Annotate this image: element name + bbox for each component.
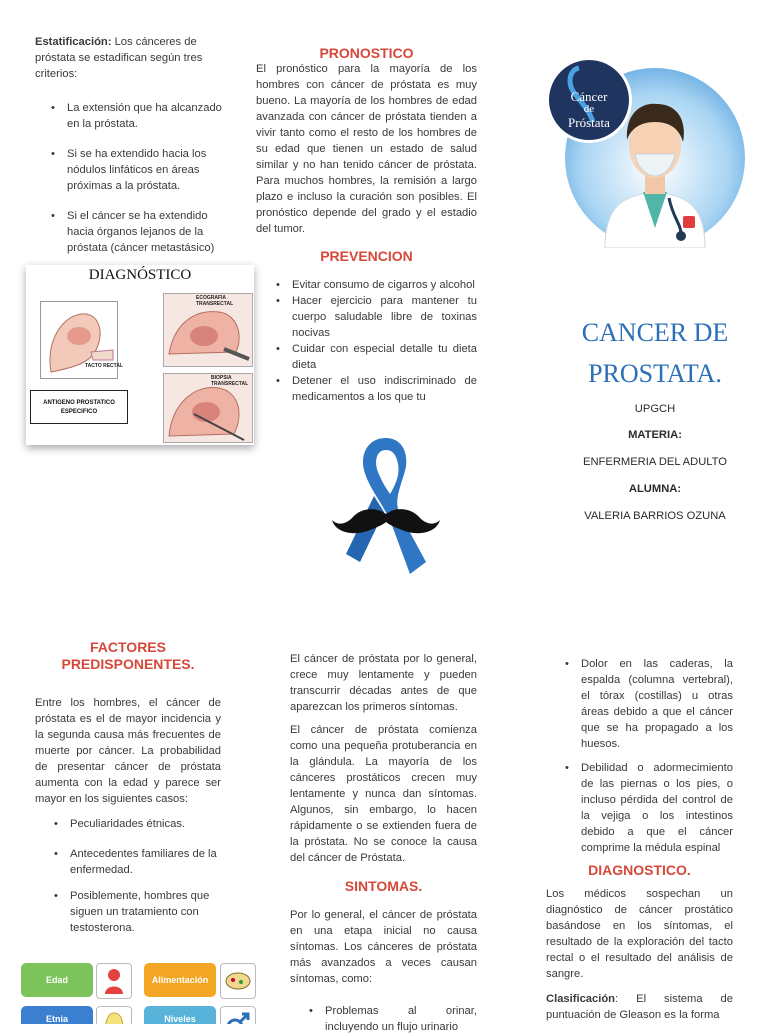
diagnostic-figure (26, 265, 254, 445)
list-item: • Evitar consumo de cigarros y alcohol (274, 277, 477, 293)
symptoms-text: Por lo general, el cáncer de próstata en una etapa inicial no causa síntomas. Los cánceres de próstata más avanzados a veces causan síntomas, como: (290, 909, 477, 985)
symptoms-list (307, 1003, 477, 1035)
staging-section (35, 34, 225, 256)
list-item: • Peculiaridades étnicas. (52, 816, 222, 832)
male-symbol-icon (220, 1006, 256, 1024)
list-item: • Dolor en las caderas, la espalda (columna vertebral), el tórax (costillas) u otras áreas debido a que el cáncer que se ha propagado a los huesos. (563, 656, 733, 752)
staging-list (35, 100, 225, 256)
cancer-badge (549, 60, 629, 140)
list-item: • Detener el uso indiscriminado de medicamentos a los que tu (274, 373, 477, 405)
list-item: • La extensión que ha alcanzado en la próstata. (49, 100, 225, 132)
prevention-title: PREVENCION (320, 248, 413, 264)
list-item: • Cuidar con especial detalle tu dieta dieta (274, 341, 477, 373)
cover-title: CANCER DE PROSTATA. (581, 318, 729, 388)
diagnostic-figure-title: DIAGNÓSTICO (88, 267, 192, 283)
face-icon (96, 1006, 132, 1024)
risk-tiles (18, 958, 260, 1024)
ultrasound-label: ECOGRAFIA TRANSRECTAL (196, 295, 234, 307)
list-item: • Problemas al orinar, incluyendo un flujo urinario (307, 1003, 477, 1035)
prognosis-text: El pronóstico para la mayoría de los hombres con cáncer de próstata es muy bueno. La mayoría de los hombres de edad avanzada con cáncer de próstata tienden a vivir tanto como el resto de los hombres de su edad que tienen un estado de salud similar y no han tenido cáncer de próstata. Para muchos hombres, la remisión a largo plazo e incluso la curación son posibles. El pronóstico depende del grado y el estadio del tumor. (256, 63, 477, 235)
factors-title: FACTORES PREDISPONENTES. (61, 639, 195, 672)
symptoms-continued-list (563, 656, 733, 856)
list-item: • Si el cáncer se ha extendido hacia órganos lejanos de la próstata (cáncer metastásico) (49, 208, 225, 256)
staging-label: Estatificación: (35, 36, 112, 48)
tile-food: Alimentación (144, 963, 216, 997)
rectal-exam-label: TACTO RECTAL (84, 363, 124, 369)
tile-ethnicity: Etnia (21, 1006, 93, 1024)
factors-text: Entre los hombres, el cáncer de próstata es el de mayor incidencia y la segunda causa más frecuentes de muerte por cáncer. La probabilidad de presentar cáncer de próstata aumenta con la edad y parece ser mayor en los siguientes casos: (35, 697, 221, 805)
diagnosis-title: DIAGNOSTICO. (588, 862, 691, 878)
person-icon (96, 963, 132, 999)
general-paragraph-2: El cáncer de próstata comienza como una pequeña protuberancia en la glándula. La mayoría de los cánceres prostáticos crecen muy lentamente y nunca dan síntomas. Algunos, sin embargo, lo hacen rápidamente o se extienden fuera de la próstata. No se conoce la causa del cáncer de Próstata. (290, 724, 477, 864)
food-icon (220, 963, 256, 999)
classification-label: Clasificación (546, 993, 616, 1005)
list-item: • Antecedentes familiares de la enfermedad. (52, 846, 222, 878)
symptoms-title: SINTOMAS. (344, 878, 423, 894)
list-item: • Hacer ejercicio para mantener tu cuerpo saludable libre de toxinas nocivas (274, 293, 477, 341)
diagnosis-text: Los médicos sospechan un diagnóstico de cáncer prostático basándose en los síntomas, el resultado de la exploración del tacto rectal o el resultado del análisis de sangre. (546, 888, 733, 980)
badge-text: Cáncer de Próstata (568, 89, 610, 130)
prognosis-title: PRONOSTICO (319, 45, 414, 61)
tile-levels: Niveles (144, 1006, 216, 1024)
student-value: VALERIA BARRIOS OZUNA (584, 510, 726, 522)
school-name: UPGCH (634, 403, 676, 415)
subject-value: ENFERMERIA DEL ADULTO (582, 456, 728, 468)
tile-age: Edad (21, 963, 93, 997)
list-item: • Debilidad o adormecimiento de las piernas o los pies, o incluso pérdida del control de la vejiga o los intestinos debido a que el cáncer comprime la médula espinal (563, 760, 733, 856)
subject-label: MATERIA: (628, 429, 682, 441)
psa-label: ANTIGENO PROSTATICO ESPECIFICO (30, 390, 128, 424)
list-item: • Posiblemente, hombres que siguen un tratamiento con testosterona. (52, 888, 222, 936)
student-label: ALUMNA: (628, 483, 682, 495)
factors-list (52, 816, 222, 936)
list-item: • Si se ha extendido hacia los nódulos linfáticos en áreas próximas a la próstata. (49, 146, 225, 194)
ribbon-mustache-icon (330, 430, 442, 582)
classification-text: Clasificación: El sistema de puntuación de Gleason es la forma (546, 993, 733, 1021)
biopsy-label: BIOPSIA TRANSRECTAL (211, 375, 249, 387)
staging-intro: Estatificación: Los cánceres de próstata se estadifican según tres criterios: (35, 36, 203, 80)
prevention-list (274, 277, 477, 405)
general-paragraph-1: El cáncer de próstata por lo general, crece muy lentamente y pueden transcurrir décadas antes de que aparezcan los primeros síntomas. (290, 653, 477, 713)
